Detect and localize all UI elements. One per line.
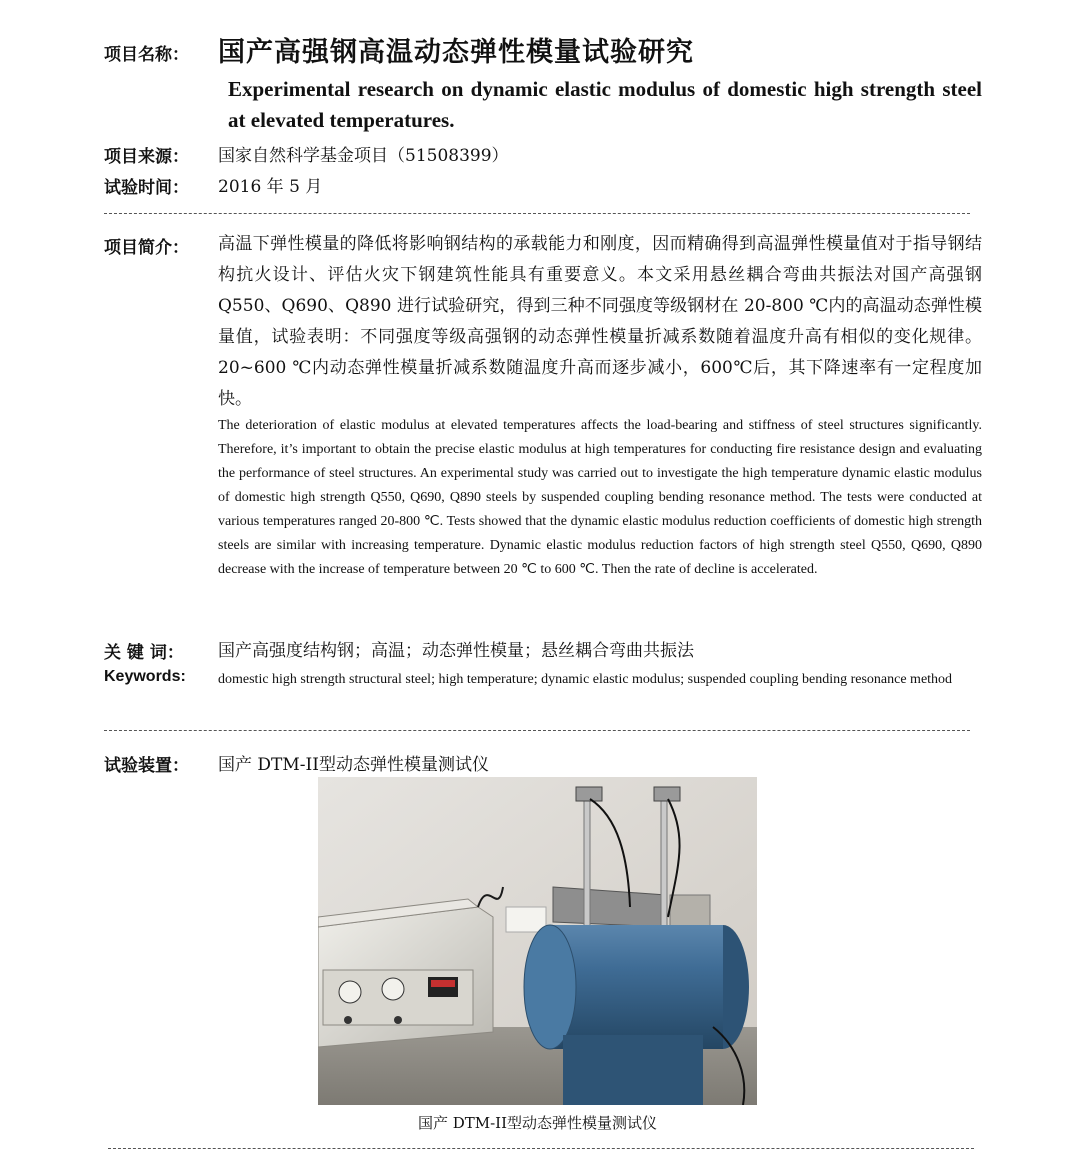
page-title: 国产高强钢高温动态弹性模量试验研究 bbox=[218, 37, 694, 68]
divider bbox=[104, 730, 970, 731]
project-source-value: 国家自然科学基金项目（51508399） bbox=[218, 146, 509, 166]
apparatus-label: 试验装置： bbox=[104, 756, 189, 776]
title-english: Experimental research on dynamic elastic modulus of domestic high strength steel at elevated temperatures. bbox=[228, 77, 982, 132]
abstract-chinese: 高温下弹性模量的降低将影响钢结构的承载能力和刚度，因而精确得到高温弹性模量值对于指导钢结构抗火设计、评估火灾下钢建筑性能具有重要意义。本文采用悬丝耦合弯曲共振法对国产高强钢 Q550、Q690、Q890 进行试验研究，得到三种不同强度等级钢材在 20-800 ℃内的高温动态弹性模量值，试验表明：不同强度等级高强钢的动态弹性模量折减系数随着温度升高有相似的变化规律。20~600 ℃内动态弹性模量折减系数随温度升高而逐步减小，600℃后，其下降速率有一定程度加快。 bbox=[218, 234, 982, 409]
divider bbox=[104, 213, 970, 214]
keywords-label-en: Keywords: bbox=[104, 668, 186, 685]
test-time-value: 2016 年 5 月 bbox=[218, 177, 323, 197]
test-time-label: 试验时间： bbox=[104, 178, 189, 198]
keywords-label-cn: 关 键 词： bbox=[104, 643, 184, 663]
project-source-label: 项目来源： bbox=[104, 147, 189, 167]
keywords-english: domestic high strength structural steel; high temperature; dynamic elastic modulus; suspended coupling bending resonance method bbox=[218, 672, 953, 687]
photo-caption: 国产 DTM-II型动态弹性模量测试仪 bbox=[417, 1114, 658, 1132]
keywords-chinese: 国产高强度结构钢；高温；动态弹性模量；悬丝耦合弯曲共振法 bbox=[218, 641, 694, 661]
divider bbox=[108, 1148, 974, 1149]
abstract-label: 项目简介： bbox=[104, 238, 189, 258]
project-name-label: 项目名称： bbox=[104, 45, 189, 65]
apparatus-value: 国产 DTM-II型动态弹性模量测试仪 bbox=[218, 755, 489, 775]
abstract-english: The deterioration of elastic modulus at elevated temperatures affects the load-bearing and stiffness of steel structures significantly. Therefore, it’s important to obtain the precise elastic modulus at high temperatures for conducting fire resistance design and evaluating the performance of steel structures. An experimental study was carried out to investigate the high temperature dynamic elastic modulus of domestic high strength Q550, Q690, Q890 steels by suspended coupling bending resonance method. The tests were conducted at various temperatures ranged 20-800 ℃. Tests showed that the dynamic elastic modulus reduction coefficients of domestic high strength steels are similar with increasing temperature. Dynamic elastic modulus reduction factors of high strength steel Q550, Q690, Q890 decrease with the increase of temperature between 20 ℃ to 600 ℃. Then the rate of decline is accelerated. bbox=[218, 418, 982, 577]
apparatus-photo bbox=[318, 777, 757, 1105]
